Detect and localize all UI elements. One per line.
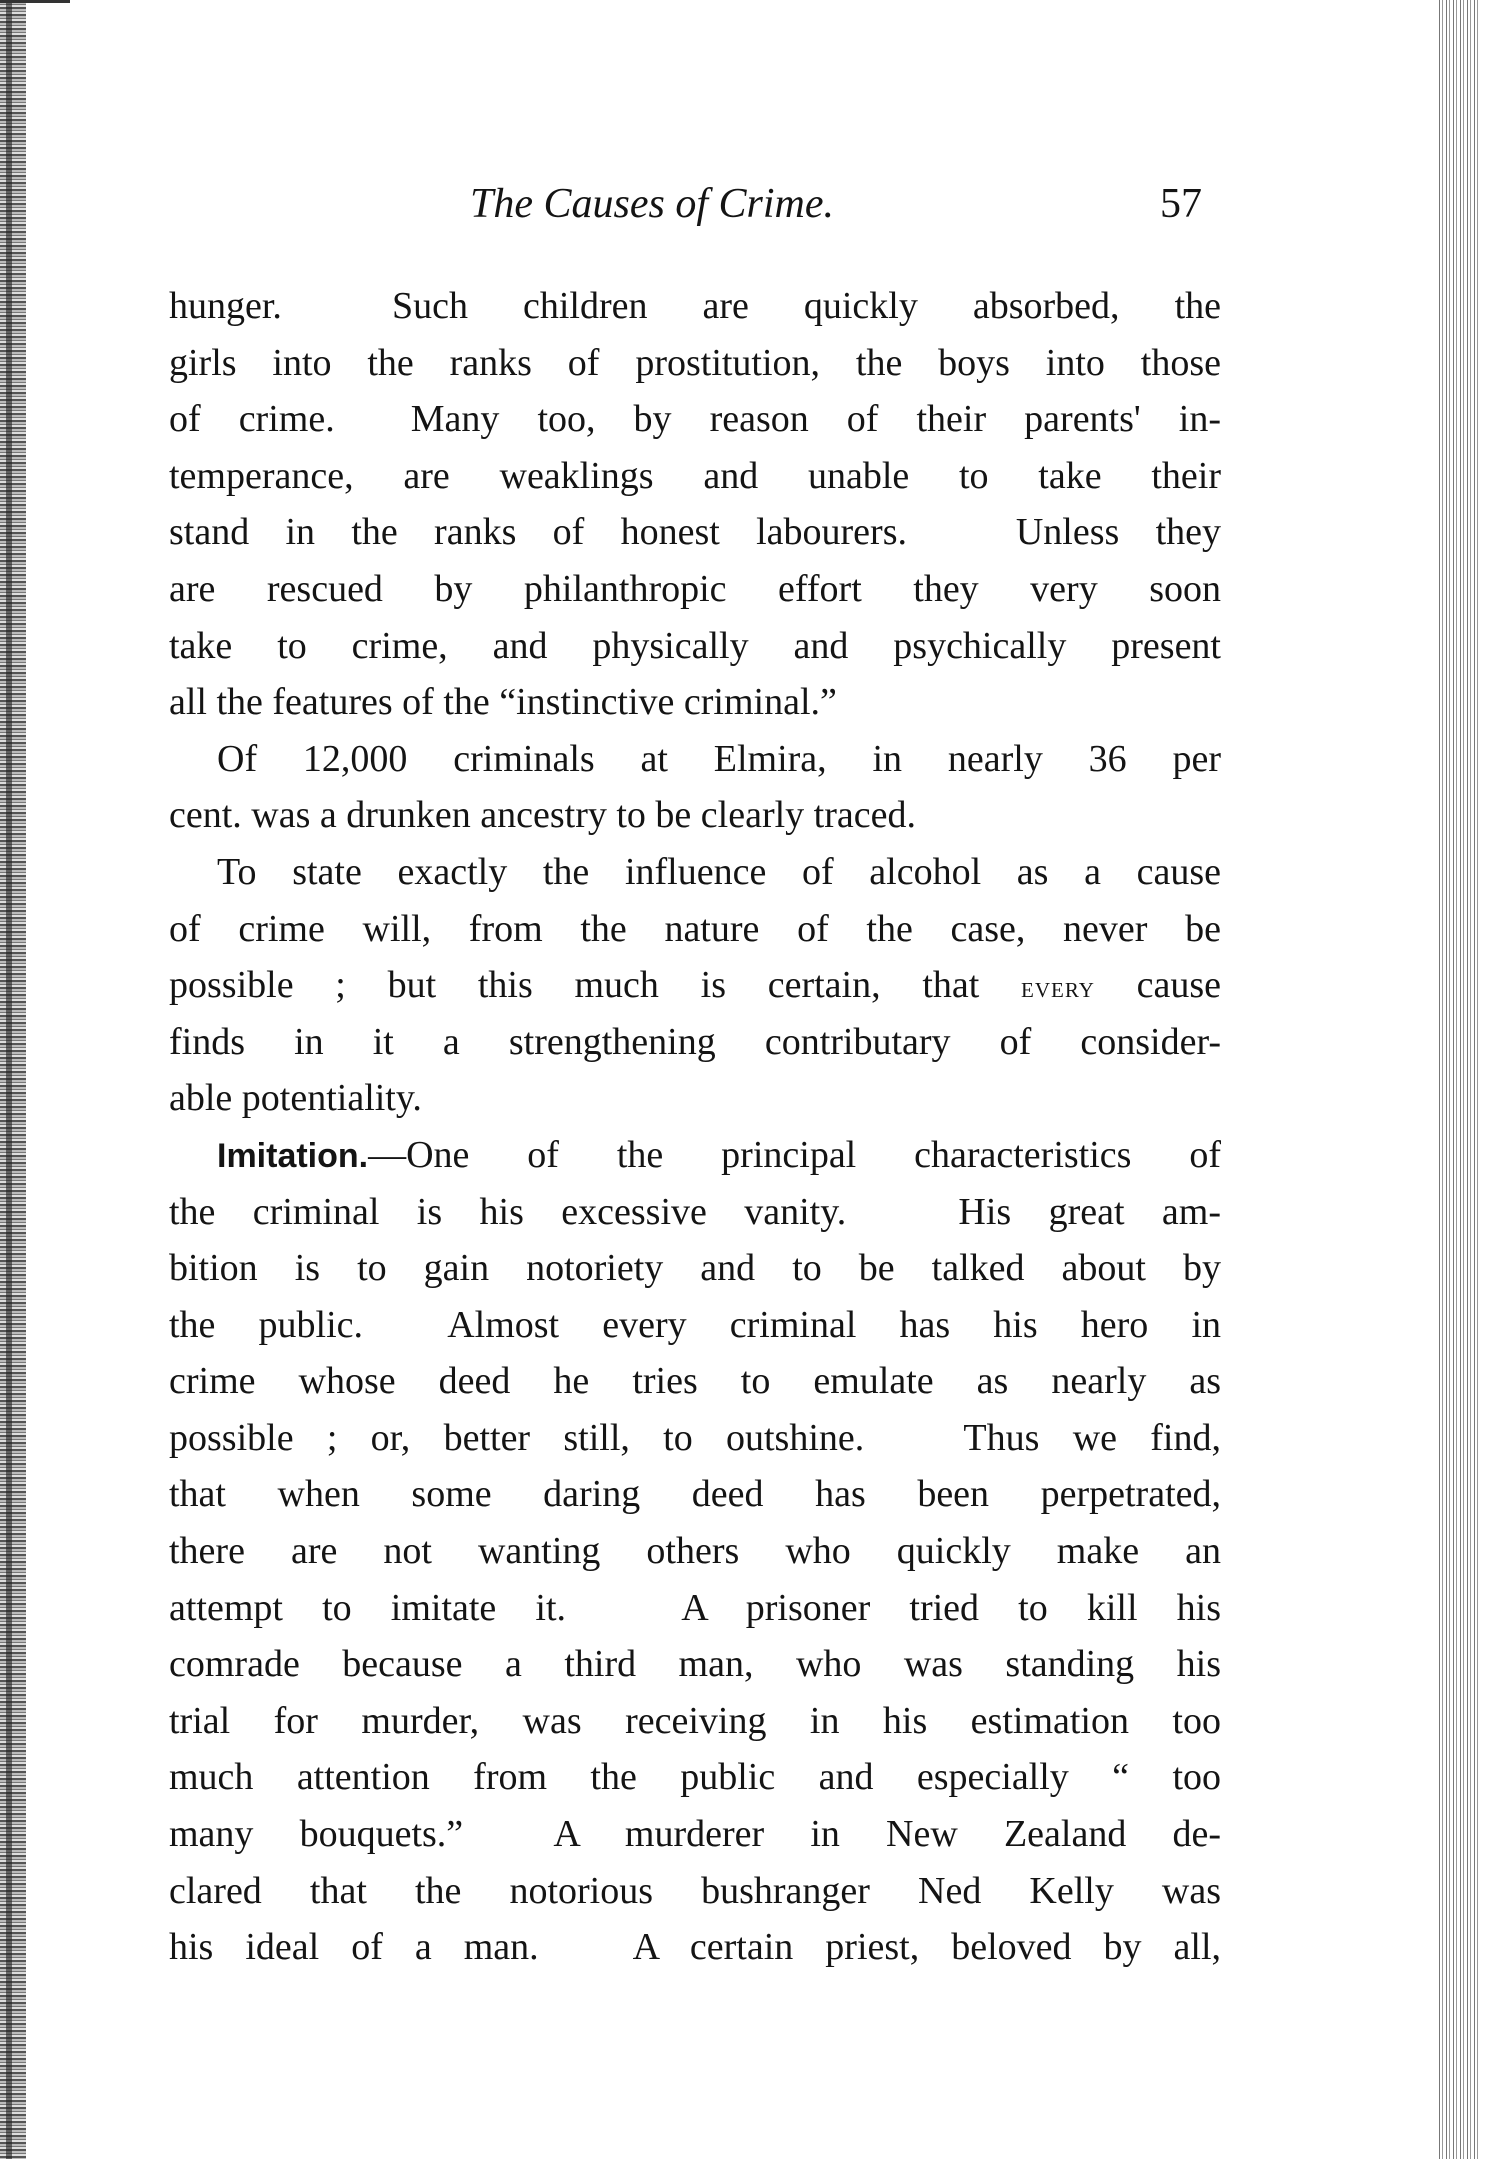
- text-segment: the criminal is his excessive vanity. His great am-: [169, 1190, 1221, 1233]
- text-line: [169, 674, 1221, 731]
- text-segment: —One of the principal characteristics of: [368, 1133, 1221, 1176]
- page-number: 57: [1160, 181, 1202, 227]
- book-binding-edge: [0, 0, 26, 2159]
- text-segment: possible ; but this much is certain, that: [169, 964, 1022, 1007]
- text-line: [169, 1580, 1221, 1637]
- text-line: [169, 1806, 1221, 1863]
- text-line: [169, 561, 1221, 618]
- text-segment: are rescued by philanthropic effort they very soon: [169, 567, 1221, 610]
- text-segment: crime whose deed he tries to emulate as nearly as: [169, 1360, 1221, 1403]
- body-text: [169, 278, 1221, 1976]
- text-segment: To state exactly the influence of alcohol as a cause: [217, 850, 1221, 893]
- text-line: [169, 504, 1221, 561]
- text-segment: stand in the ranks of honest labourers. Unless they: [169, 511, 1221, 554]
- text-line: [169, 278, 1221, 335]
- text-line: [169, 1466, 1221, 1523]
- text-line: [169, 1863, 1221, 1920]
- text-line: [169, 1693, 1221, 1750]
- text-line: [169, 1749, 1221, 1806]
- text-segment: there are not wanting others who quickly make an: [169, 1530, 1221, 1573]
- text-segment: able potentiality.: [169, 1077, 422, 1120]
- text-line: [169, 618, 1221, 675]
- text-segment: much attention from the public and especially “ too: [169, 1756, 1221, 1799]
- text-line: [169, 1127, 1221, 1184]
- text-segment: the public. Almost every criminal has his hero in: [169, 1303, 1221, 1346]
- text-line: [169, 1919, 1221, 1976]
- text-segment: his ideal of a man. A certain priest, beloved by all,: [169, 1926, 1221, 1969]
- text-segment: cause: [1094, 964, 1221, 1007]
- text-segment: attempt to imitate it. A prisoner tried to kill his: [169, 1586, 1221, 1629]
- page-stack-edge: [1436, 0, 1480, 2159]
- text-segment: possible ; or, better still, to outshine. Thus we find,: [169, 1416, 1221, 1459]
- text-segment: Of 12,000 criminals at Elmira, in nearly 36 per: [217, 737, 1221, 780]
- text-segment: take to crime, and physically and psychically present: [169, 624, 1221, 667]
- text-segment: bition is to gain notoriety and to be talked about by: [169, 1247, 1221, 1290]
- text-line: [169, 731, 1221, 788]
- text-line: [169, 448, 1221, 505]
- text-line: [169, 1523, 1221, 1580]
- text-segment: trial for murder, was receiving in his estimation too: [169, 1699, 1221, 1742]
- text-line: [169, 1014, 1221, 1071]
- text-line: [169, 787, 1221, 844]
- text-segment: many bouquets.” A murderer in New Zealand de-: [169, 1813, 1221, 1856]
- text-line: [169, 1297, 1221, 1354]
- text-line: [169, 1636, 1221, 1693]
- section-heading: Imitation.: [217, 1136, 369, 1175]
- page-corner-mark: [0, 0, 70, 17]
- text-line: [169, 391, 1221, 448]
- text-line: [169, 901, 1221, 958]
- small-caps-word: every: [1021, 971, 1095, 1005]
- text-line: [169, 1410, 1221, 1467]
- text-line: [169, 335, 1221, 392]
- text-segment: temperance, are weaklings and unable to take their: [169, 454, 1221, 497]
- text-segment: clared that the notorious bushranger Ned Kelly was: [169, 1869, 1221, 1912]
- text-segment: of crime. Many too, by reason of their parents' in-: [169, 398, 1221, 441]
- text-segment: cent. was a drunken ancestry to be clearly traced.: [169, 794, 916, 837]
- text-line: [169, 844, 1221, 901]
- page-header: [0, 180, 1487, 240]
- text-line: [169, 1240, 1221, 1297]
- text-line: [169, 957, 1221, 1014]
- text-line: [169, 1070, 1221, 1127]
- text-segment: comrade because a third man, who was standing his: [169, 1643, 1221, 1686]
- text-segment: hunger. Such children are quickly absorbed, the: [169, 285, 1221, 327]
- running-title: The Causes of Crime.: [470, 181, 835, 227]
- text-segment: that when some daring deed has been perpetrated,: [169, 1473, 1221, 1516]
- text-segment: girls into the ranks of prostitution, the boys into those: [169, 341, 1221, 384]
- text-line: [169, 1184, 1221, 1241]
- text-segment: all the features of the “instinctive criminal.”: [169, 681, 837, 724]
- text-segment: finds in it a strengthening contributary of consider-: [169, 1020, 1221, 1063]
- text-segment: of crime will, from the nature of the case, never be: [169, 907, 1221, 950]
- text-line: [169, 1353, 1221, 1410]
